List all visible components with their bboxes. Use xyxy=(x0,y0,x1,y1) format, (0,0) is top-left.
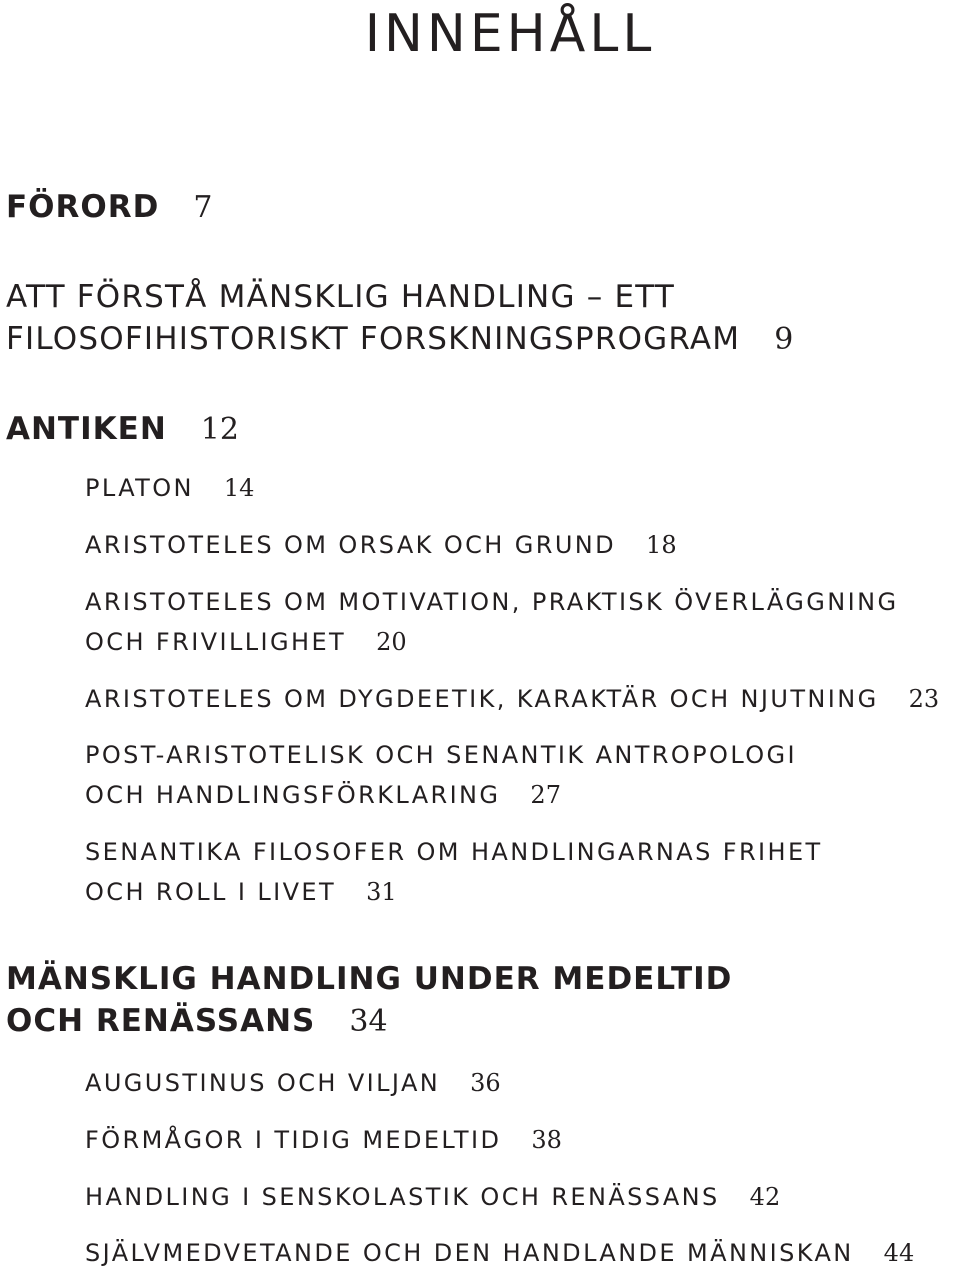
toc-entry-label-line-1: SENANTIKA FILOSOFER OM HANDLINGARNAS FRIHET xyxy=(85,838,823,866)
toc-entry-label-line-1: MÄNSKLIG HANDLING UNDER MEDELTID xyxy=(6,961,733,997)
toc-entry-label: AUGUSTINUS OCH VILJAN xyxy=(85,1069,441,1097)
toc-entry-aristoteles-motivation[interactable] xyxy=(85,582,898,662)
toc-page-number: 18 xyxy=(646,531,677,559)
toc-entry-label: ARISTOTELES OM ORSAK OCH GRUND xyxy=(85,531,617,559)
toc-entry-platon[interactable] xyxy=(85,468,254,508)
toc-entry-post-aristotelisk[interactable] xyxy=(85,735,797,815)
toc-entry-antiken[interactable] xyxy=(6,408,239,451)
toc-entry-label: FÖRORD xyxy=(6,189,160,225)
toc-page-number: 14 xyxy=(223,474,255,502)
toc-entry-label-line-2: FILOSOFIHISTORISKT FORSKNINGSPROGRAM xyxy=(6,321,741,357)
toc-entry-aristoteles-orsak[interactable] xyxy=(85,525,677,565)
toc-entry-label: HANDLING I SENSKOLASTIK OCH RENÄSSANS xyxy=(85,1183,720,1211)
page-title: INNEHÅLL xyxy=(364,4,656,64)
toc-page-number: 38 xyxy=(531,1126,562,1154)
toc-entry-label-line-2: OCH FRIVILLIGHET xyxy=(85,628,347,656)
toc-entry-label: ANTIKEN xyxy=(6,411,167,447)
toc-entry-sjalvmedvetande[interactable] xyxy=(85,1233,914,1273)
toc-entry-label: ARISTOTELES OM DYGDEETIK, KARAKTÄR OCH NJUTNING xyxy=(85,685,879,713)
toc-page-number: 36 xyxy=(470,1069,501,1097)
toc-entry-label: SJÄLVMEDVETANDE OCH DEN HANDLANDE MÄNNISKAN xyxy=(85,1239,854,1267)
toc-entry-label-line-2: OCH ROLL I LIVET xyxy=(85,878,337,906)
toc-page-number: 9 xyxy=(774,322,794,357)
toc-entry-forord[interactable] xyxy=(6,186,212,229)
toc-entry-label: FÖRMÅGOR I TIDIG MEDELTID xyxy=(85,1126,502,1154)
toc-entry-senskolastik[interactable] xyxy=(85,1177,780,1217)
toc-entry-att-forsta[interactable] xyxy=(6,276,793,361)
toc-page-number: 12 xyxy=(200,412,239,447)
toc-entry-senantika-filosofer[interactable] xyxy=(85,832,823,912)
toc-entry-label-line-1: ARISTOTELES OM MOTIVATION, PRAKTISK ÖVERLÄGGNING xyxy=(85,588,899,616)
toc-page-number: 31 xyxy=(366,878,397,906)
toc-page-number: 23 xyxy=(908,685,940,713)
toc-entry-augustinus[interactable] xyxy=(85,1063,501,1103)
toc-page-number: 20 xyxy=(376,628,407,656)
toc-page-number: 44 xyxy=(883,1239,915,1267)
toc-entry-medeltid[interactable] xyxy=(6,958,732,1043)
toc-entry-label-line-1: ATT FÖRSTÅ MÄNSKLIG HANDLING – ETT xyxy=(6,279,675,315)
toc-entry-aristoteles-dygdeetik[interactable] xyxy=(85,679,939,719)
toc-entry-label: PLATON xyxy=(85,474,194,502)
toc-page-number: 42 xyxy=(749,1183,781,1211)
toc-entry-formagor[interactable] xyxy=(85,1120,562,1160)
toc-entry-label-line-2: OCH RENÄSSANS xyxy=(6,1003,316,1039)
toc-entry-label-line-2: OCH HANDLINGSFÖRKLARING xyxy=(85,781,501,809)
toc-page-number: 7 xyxy=(193,190,213,225)
toc-entry-label-line-1: POST-ARISTOTELISK OCH SENANTIK ANTROPOLOGI xyxy=(85,741,798,769)
toc-page-number: 34 xyxy=(349,1004,388,1039)
toc-page-number: 27 xyxy=(530,781,561,809)
